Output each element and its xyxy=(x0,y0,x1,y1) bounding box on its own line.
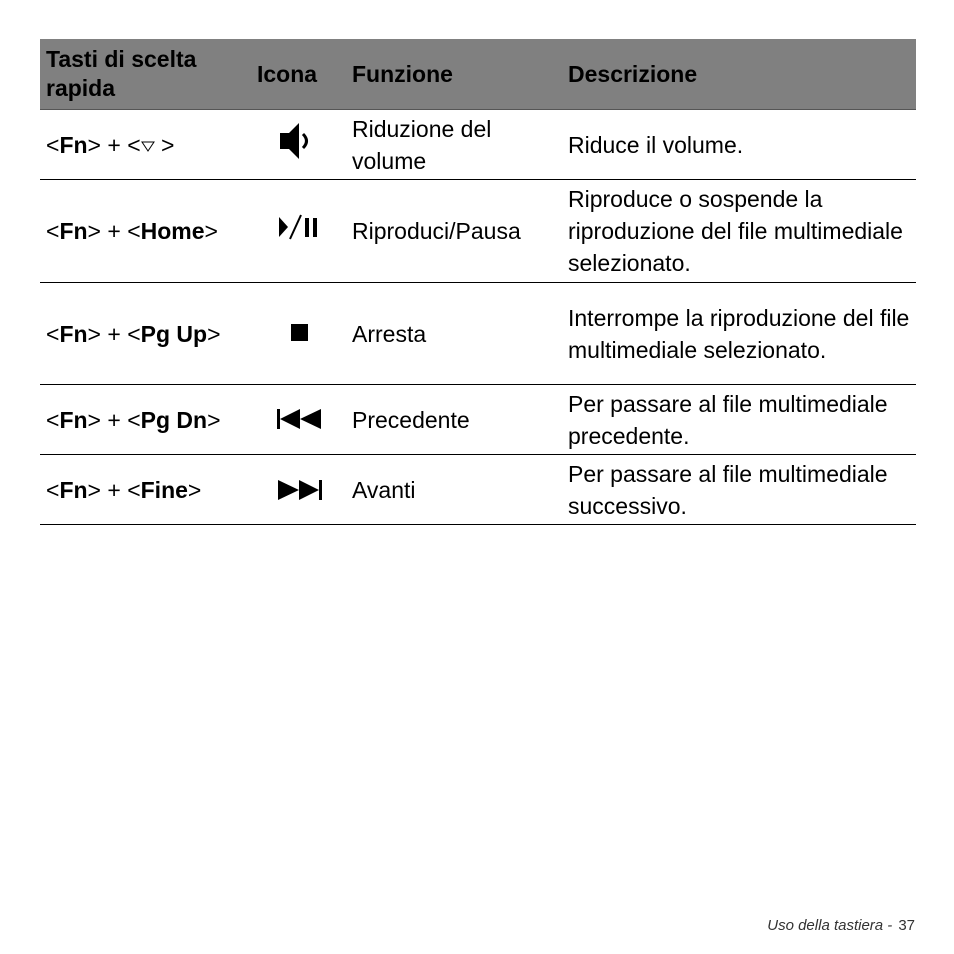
function-label: Precedente xyxy=(352,406,470,433)
shortcut-keys: <Fn> + <Pg Dn> xyxy=(46,406,221,433)
key-name: Pg Up xyxy=(140,320,208,347)
shortcut-table xyxy=(40,39,916,525)
icon-cell xyxy=(247,212,347,250)
table-row xyxy=(40,283,916,385)
function-label: Riproduci/Pausa xyxy=(352,218,521,244)
shortcut-keys: <Fn> + <Pg Up> xyxy=(46,320,221,347)
description-text: Riduce il volume. xyxy=(568,131,744,158)
stop-icon xyxy=(290,323,310,343)
play-pause-icon xyxy=(277,212,323,242)
description-text: Riproduce o sospende la riproduzione del file multimediale selezionato. xyxy=(568,186,903,276)
header-description: Descrizione xyxy=(568,60,698,87)
table-row xyxy=(40,385,916,455)
header-keys: Tasti di scelta rapida xyxy=(46,46,197,101)
icon-cell xyxy=(247,119,347,171)
page-number: 37 xyxy=(898,917,915,934)
header-icon: Icona xyxy=(257,60,318,87)
description-text: Interrompe la riproduzione del file multimediale selezionato. xyxy=(568,304,910,363)
table-row xyxy=(40,110,916,180)
shortcut-keys: <Fn> + < > xyxy=(46,131,175,158)
function-label: Arresta xyxy=(352,320,427,347)
shortcut-keys: <Fn> + <Fine> xyxy=(46,476,202,503)
icon-cell xyxy=(247,317,347,351)
icon-cell xyxy=(247,401,347,439)
key-fn: Fn xyxy=(59,476,88,503)
function-label: Riduzione del volume xyxy=(352,115,492,174)
volume-down-icon xyxy=(277,119,317,163)
function-label: Avanti xyxy=(352,476,416,503)
table-row xyxy=(40,180,916,283)
header-function: Funzione xyxy=(352,60,453,87)
description-text: Per passare al file multimediale precedente. xyxy=(568,390,888,449)
triangle-down-icon xyxy=(141,139,155,153)
icon-cell xyxy=(247,470,347,510)
table-header xyxy=(40,39,916,110)
next-track-icon xyxy=(276,478,324,502)
key-name: Pg Dn xyxy=(140,406,208,433)
previous-track-icon xyxy=(276,407,324,431)
table-row xyxy=(40,455,916,525)
page-footer xyxy=(767,917,915,934)
key-fn: Fn xyxy=(59,131,88,158)
key-fn: Fn xyxy=(59,320,88,347)
key-fn: Fn xyxy=(59,406,88,433)
footer-section: Uso della tastiera - xyxy=(767,917,893,934)
key-name: Fine xyxy=(140,476,188,503)
key-name: Home xyxy=(140,218,205,244)
description-text: Per passare al file multimediale successivo. xyxy=(568,460,888,519)
shortcut-keys: <Fn> + <Home> xyxy=(46,218,218,244)
key-fn: Fn xyxy=(59,218,88,244)
